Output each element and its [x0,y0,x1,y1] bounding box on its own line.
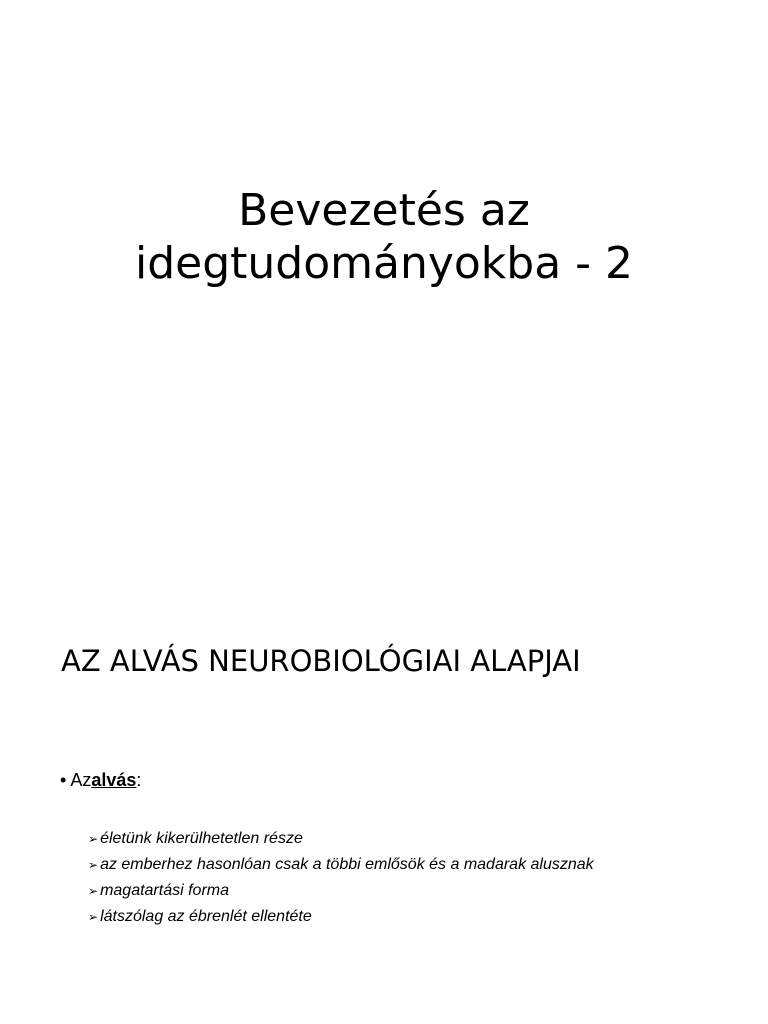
arrow-bullet-icon: ➢ [88,884,99,898]
bullet-term: alvás [91,770,137,790]
section-heading: AZ ALVÁS NEUROBIOLÓGIAI ALAPJAI [61,644,581,678]
list-item [88,878,594,904]
list-item-text: magatartási forma [100,882,229,899]
list-item [88,852,594,878]
slide-title [0,184,768,290]
slide-title-line-1: Bevezetés az [238,185,530,236]
list-item-text: életünk kikerülhetetlen része [100,830,303,847]
list-item-text: az emberhez hasonlóan csak a többi emlősök és a madarak alusznak [100,856,594,873]
arrow-bullet-icon: ➢ [88,858,99,872]
slide-title-line-2: idegtudományokba - 2 [134,238,634,289]
bullet-prefix: Az [70,770,92,790]
list-item [88,904,594,930]
bullet-marker: • [60,770,67,790]
list-item-text: látszólag az ébrenlét ellentéte [100,908,312,925]
arrow-bullet-icon: ➢ [88,832,99,846]
list-item [88,826,594,852]
bullet-suffix: : [136,770,142,790]
main-bullet [60,768,141,792]
arrow-bullet-icon: ➢ [88,910,99,924]
sub-bullet-list [88,826,594,930]
